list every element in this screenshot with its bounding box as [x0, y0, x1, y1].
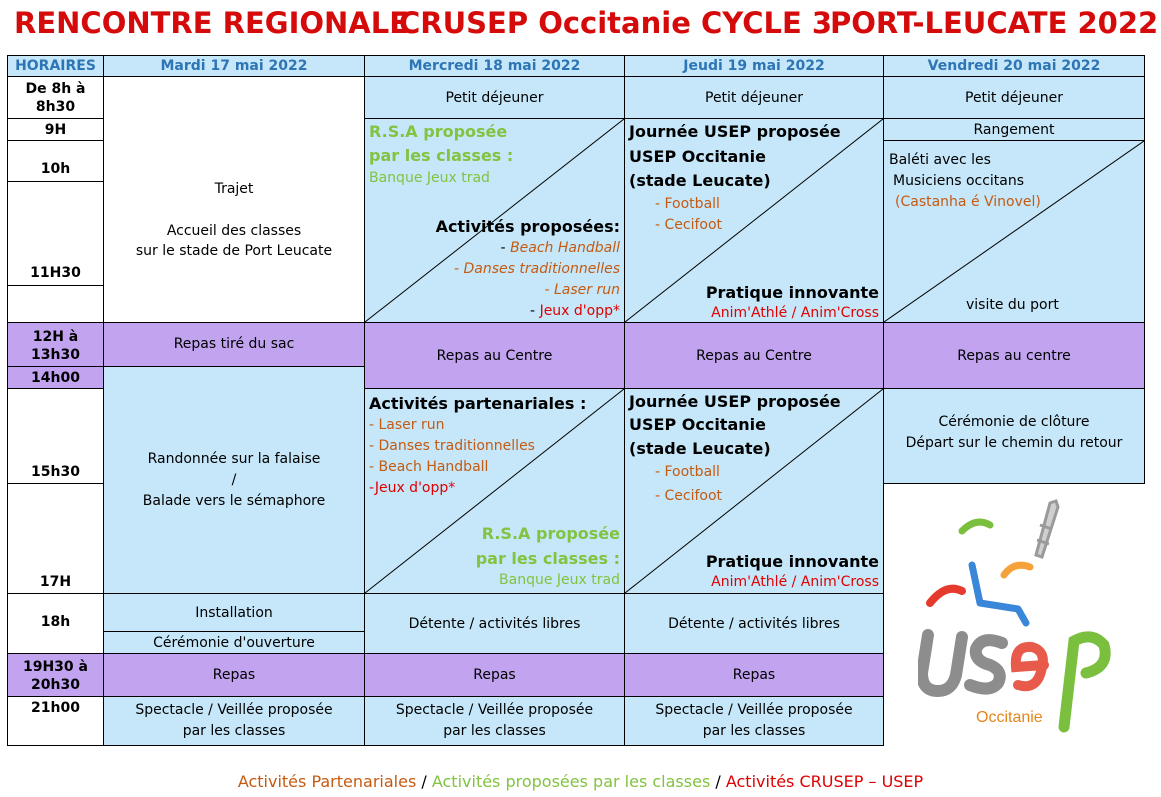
- mercredi-part-title: Activités partenariales :: [369, 394, 587, 413]
- mardi-repas: Repas: [103, 653, 365, 697]
- jeudi-anim-pm: Anim'Athlé / Anim'Cross: [711, 574, 879, 590]
- header-horaires: HORAIRES: [7, 55, 104, 77]
- time-8h: De 8h à 8h30: [7, 76, 104, 119]
- mardi-afternoon: [103, 366, 365, 594]
- jeudi-spectacle: [624, 696, 884, 746]
- jeudi-anim: Anim'Athlé / Anim'Cross: [711, 305, 879, 321]
- mercredi-morning: [364, 118, 625, 323]
- header-vendredi: Vendredi 20 mai 2022: [883, 55, 1145, 77]
- vendredi-petit-dej: Petit déjeuner: [883, 76, 1145, 119]
- jeudi-repas-centre: Repas au Centre: [624, 322, 884, 389]
- vendredi-depart: Départ sur le chemin du retour: [905, 435, 1123, 451]
- time-empty-1: [7, 285, 104, 323]
- mercredi-act-1: Beach Handball: [510, 240, 620, 256]
- time-9h: 9H: [7, 118, 104, 141]
- time-17h: 17H: [7, 483, 104, 594]
- title-part-3: PORT-LEUCATE 2022: [830, 6, 1159, 40]
- jeudi-usep-2: USEP Occitanie: [629, 147, 766, 166]
- mardi-installation: Installation: [103, 593, 365, 632]
- footer-sep-1: /: [416, 772, 432, 791]
- mardi-rando-sep: /: [231, 472, 237, 488]
- time-18h: 18h: [7, 593, 104, 654]
- mardi-rando-2: Balade vers le sémaphore: [142, 493, 326, 509]
- vendredi-rangement: Rangement: [883, 118, 1145, 141]
- vendredi-morning-diagonal: [884, 141, 1144, 322]
- header-jeudi: Jeudi 19 mai 2022: [624, 55, 884, 77]
- mercredi-spectacle: [364, 696, 625, 746]
- jeudi-afternoon: [624, 388, 884, 594]
- jeudi-football: - Football: [655, 196, 720, 212]
- jeudi-usep-1: Journée USEP proposée: [629, 122, 841, 141]
- usep-logo-region: Occitanie: [976, 709, 1043, 726]
- mercredi-act-3: - Laser run: [544, 282, 620, 298]
- mercredi-spectacle-1: Spectacle / Veillée proposée: [395, 702, 594, 718]
- time-19h30: 19H30 à 20h30: [7, 653, 104, 697]
- mercredi-part-2: - Danses traditionnelles: [369, 438, 535, 454]
- time-15h30: 15h30: [7, 388, 104, 484]
- mercredi-act-2: - Danses traditionnelles: [454, 261, 620, 277]
- header-mardi: Mardi 17 mai 2022: [103, 55, 365, 77]
- vendredi-repas-centre: Repas au centre: [883, 322, 1145, 389]
- jeudi-cecifoot-pm: - Cecifoot: [655, 488, 723, 504]
- jeudi-spectacle-2: par les classes: [702, 723, 806, 739]
- mercredi-part-4: -Jeux d'opp*: [369, 480, 456, 496]
- mercredi-repas-centre: Repas au Centre: [364, 322, 625, 389]
- jeudi-repas: Repas: [624, 653, 884, 697]
- page-title: [14, 6, 1159, 42]
- header-mercredi: Mercredi 18 mai 2022: [364, 55, 625, 77]
- time-21h: 21h00: [7, 696, 104, 746]
- mardi-spectacle-2: par les classes: [182, 723, 286, 739]
- mercredi-petit-dej: Petit déjeuner: [364, 76, 625, 119]
- footer-classes: Activités proposées par les classes: [431, 772, 711, 791]
- title-part-1: RENCONTRE REGIONALE: [14, 6, 410, 40]
- mardi-spectacle: [103, 696, 365, 746]
- mercredi-spectacle-2: par les classes: [443, 723, 546, 739]
- vendredi-morning: [883, 140, 1145, 323]
- vendredi-baleti-1: Baléti avec les: [889, 152, 991, 168]
- vendredi-afternoon: [883, 388, 1145, 484]
- jeudi-usep-pm-3: (stade Leucate): [629, 439, 771, 458]
- mercredi-rsa-pm-3: Banque Jeux trad: [499, 572, 620, 588]
- footer-sep-2: /: [710, 772, 726, 791]
- footer-partenariales: Activités Partenariales: [237, 772, 417, 791]
- mercredi-rsa-3: Banque Jeux trad: [369, 170, 490, 186]
- mercredi-act-4-dash: -: [530, 303, 540, 319]
- mercredi-act-1-line: [501, 240, 620, 256]
- mercredi-rsa-1: R.S.A proposée: [369, 122, 508, 141]
- mardi-trajet: Trajet: [214, 181, 254, 197]
- jeudi-usep-3: (stade Leucate): [629, 171, 771, 190]
- time-11h30: 11H30: [7, 181, 104, 286]
- jeudi-innov: Pratique innovante: [705, 283, 879, 302]
- footer-crusep: Activités CRUSEP – USEP: [725, 772, 924, 791]
- mardi-repas-sac: Repas tiré du sac: [103, 322, 365, 367]
- mardi-accueil-1: Accueil des classes: [166, 223, 302, 239]
- mercredi-repas: Repas: [364, 653, 625, 697]
- mardi-spectacle-1: Spectacle / Veillée proposée: [135, 702, 333, 718]
- jeudi-morning: [624, 118, 884, 323]
- usep-logo-graphic: [918, 495, 1128, 735]
- mercredi-rsa-pm-2: par les classes :: [475, 549, 620, 568]
- mardi-accueil-2: sur le stade de Port Leucate: [135, 243, 333, 259]
- jeudi-detente: Détente / activités libres: [624, 593, 884, 654]
- jeudi-cecifoot: - Cecifoot: [655, 217, 723, 233]
- time-14h: 14h00: [7, 366, 104, 389]
- mercredi-act-4: Jeux d'opp*: [539, 303, 620, 319]
- mardi-ceremonie: Cérémonie d'ouverture: [103, 631, 365, 654]
- vendredi-ceremonie: Cérémonie de clôture: [938, 414, 1090, 430]
- mardi-morning: [103, 76, 365, 323]
- mercredi-rsa-pm-1: R.S.A proposée: [481, 524, 620, 543]
- mardi-rando-1: Randonnée sur la falaise: [147, 451, 321, 467]
- mercredi-detente: Détente / activités libres: [364, 593, 625, 654]
- usep-logo: [918, 495, 1128, 735]
- title-part-2: CRUSEP Occitanie CYCLE 3: [399, 6, 833, 40]
- mercredi-act-4-line: [530, 303, 620, 319]
- jeudi-usep-pm-2: USEP Occitanie: [629, 415, 766, 434]
- mercredi-part-1: - Laser run: [369, 417, 445, 433]
- vendredi-baleti-2: Musiciens occitans: [893, 173, 1025, 189]
- jeudi-football-pm: - Football: [655, 464, 720, 480]
- time-12h: 12H à 13h30: [7, 322, 104, 367]
- mercredi-part-3: - Beach Handball: [369, 459, 489, 475]
- jeudi-spectacle-1: Spectacle / Veillée proposée: [655, 702, 853, 718]
- vendredi-baleti-3: (Castanha é Vinovel): [895, 194, 1041, 210]
- jeudi-usep-pm-1: Journée USEP proposée: [629, 392, 841, 411]
- time-10h: 10h: [7, 140, 104, 182]
- mercredi-rsa-2: par les classes :: [369, 146, 514, 165]
- footer-legend: [0, 772, 1161, 791]
- mercredi-act-1-dash: -: [500, 240, 511, 256]
- mercredi-act-title: Activités proposées:: [435, 217, 620, 236]
- mercredi-afternoon: [364, 388, 625, 594]
- vendredi-visite: visite du port: [966, 297, 1059, 313]
- jeudi-innov-pm: Pratique innovante: [705, 552, 879, 571]
- jeudi-petit-dej: Petit déjeuner: [624, 76, 884, 119]
